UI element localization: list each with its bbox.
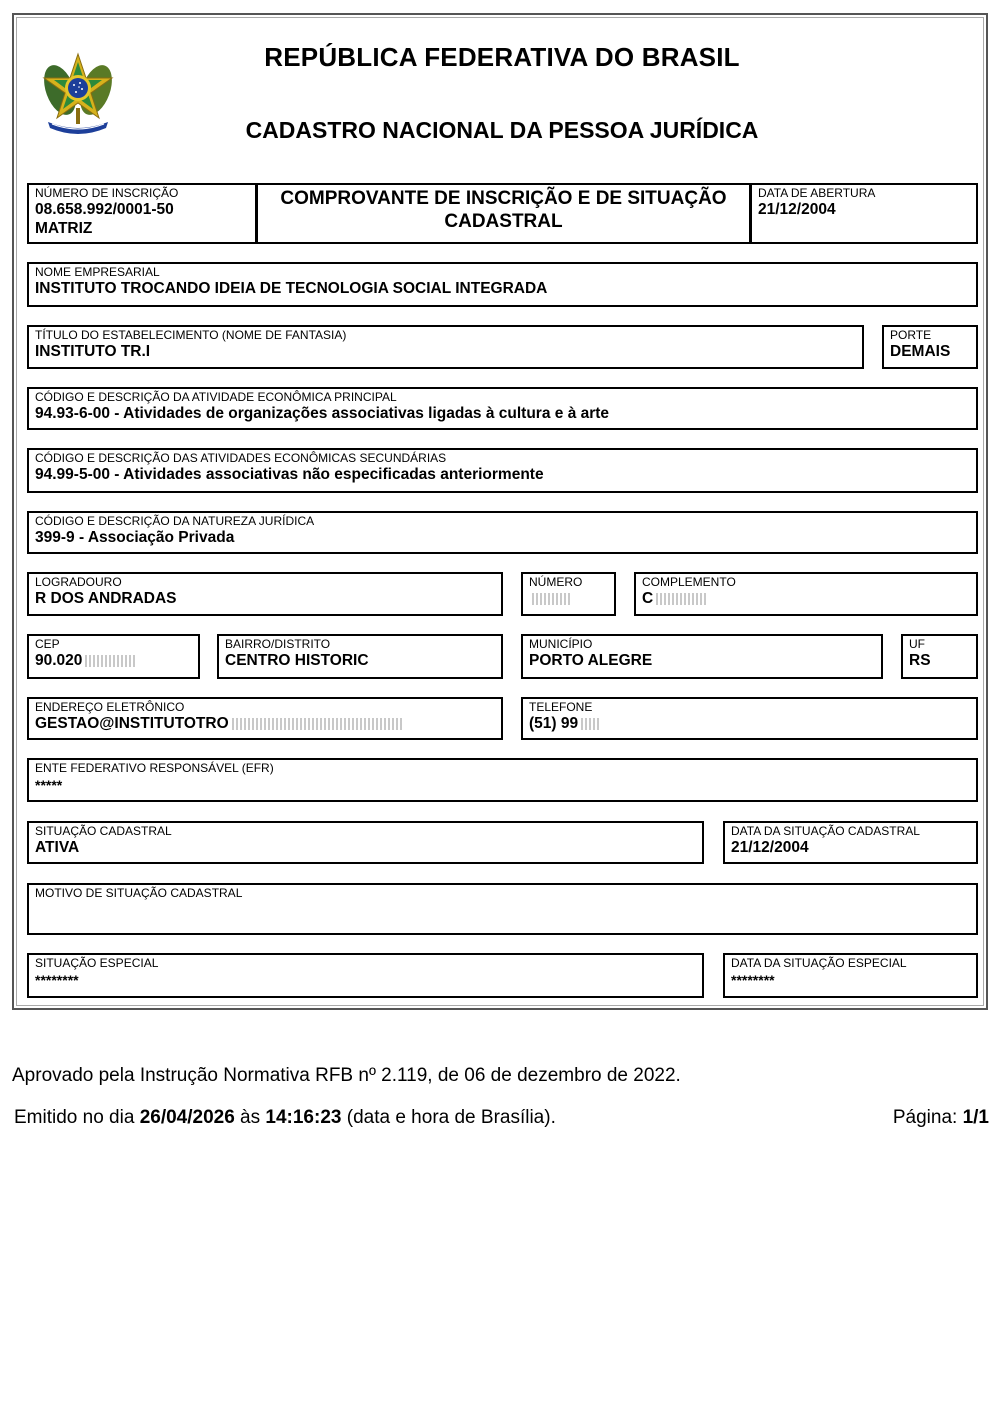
uf-field <box>901 634 978 679</box>
situacao-especial-field <box>27 953 704 998</box>
fantasia-value: INSTITUTO TR.I <box>35 343 151 360</box>
atividade-principal-label: CÓDIGO E DESCRIÇÃO DA ATIVIDADE ECONÔMICA PRINCIPAL <box>35 390 397 404</box>
inscricao-field <box>27 183 257 244</box>
numero-field <box>521 572 616 616</box>
email-field <box>27 697 503 740</box>
issued-note <box>14 1107 556 1129</box>
situacao-especial-label: SITUAÇÃO ESPECIAL <box>35 956 159 970</box>
issued-mid: às <box>234 1107 266 1128</box>
telefone-label: TELEFONE <box>529 700 593 714</box>
data-situacao-label: DATA DA SITUAÇÃO CADASTRAL <box>731 824 920 838</box>
uf-label: UF <box>909 637 925 651</box>
municipio-label: MUNICÍPIO <box>529 637 593 651</box>
atividades-secundarias-value: 94.99-5-00 - Atividades associativas não especificadas anteriormente <box>35 466 544 483</box>
efr-label: ENTE FEDERATIVO RESPONSÁVEL (EFR) <box>35 761 274 775</box>
inscricao-value: 08.658.992/0001-50 <box>35 201 174 218</box>
complemento-field <box>634 572 978 616</box>
natureza-label: CÓDIGO E DESCRIÇÃO DA NATUREZA JURÍDICA <box>35 514 315 528</box>
situacao-field <box>27 821 704 864</box>
comprovante-title-line1: COMPROVANTE DE INSCRIÇÃO E DE SITUAÇÃO <box>280 188 727 209</box>
redaction-mark <box>85 655 137 667</box>
nome-value: INSTITUTO TROCANDO IDEIA DE TECNOLOGIA SOCIAL INTEGRADA <box>35 280 548 297</box>
cep-label: CEP <box>35 637 60 651</box>
comprovante-title-box <box>256 183 751 244</box>
natureza-juridica-field <box>27 511 978 554</box>
redaction-mark <box>581 718 601 730</box>
porte-value: DEMAIS <box>890 343 951 360</box>
issued-date: 26/04/2026 <box>139 1107 235 1128</box>
natureza-value: 399-9 - Associação Privada <box>35 529 235 546</box>
porte-label: PORTE <box>890 328 932 342</box>
efr-field <box>27 758 978 802</box>
issued-prefix: Emitido no dia <box>14 1107 140 1128</box>
bairro-field <box>217 634 503 679</box>
page-value: 1/1 <box>962 1107 989 1128</box>
redaction-mark <box>532 593 572 605</box>
country-title: REPÚBLICA FEDERATIVA DO BRASIL <box>264 42 740 72</box>
email-value: GESTAO@INSTITUTOTRO <box>35 715 402 733</box>
abertura-field <box>750 183 978 244</box>
complemento-label: COMPLEMENTO <box>642 575 736 589</box>
data-situacao-especial-value: ******** <box>731 972 775 988</box>
logradouro-value: R DOS ANDRADAS <box>35 590 177 607</box>
page-label: Página: <box>892 1107 963 1128</box>
bairro-label: BAIRRO/DISTRITO <box>225 637 331 651</box>
atividades-secundarias-label: CÓDIGO E DESCRIÇÃO DAS ATIVIDADES ECONÔMICAS SECUNDÁRIAS <box>35 451 447 465</box>
redaction-mark <box>232 718 402 730</box>
motivo-field <box>27 883 978 935</box>
porte-field <box>882 325 978 369</box>
atividade-principal-field <box>27 387 978 430</box>
numero-label: NÚMERO <box>529 575 583 589</box>
motivo-label: MOTIVO DE SITUAÇÃO CADASTRAL <box>35 886 243 900</box>
bairro-value: CENTRO HISTORIC <box>225 652 369 669</box>
efr-value: ***** <box>35 777 63 793</box>
inscricao-type: MATRIZ <box>35 220 93 237</box>
uf-value: RS <box>909 652 931 669</box>
atividades-secundarias-field <box>27 448 978 493</box>
nome-label: NOME EMPRESARIAL <box>35 265 160 279</box>
fantasia-label: TÍTULO DO ESTABELECIMENTO (NOME DE FANTASIA) <box>35 328 347 342</box>
abertura-value: 21/12/2004 <box>758 201 836 218</box>
page-number <box>893 1107 989 1129</box>
fantasia-field <box>27 325 864 369</box>
data-situacao-field <box>723 821 978 864</box>
atividade-principal-value: 94.93-6-00 - Atividades de organizações associativas ligadas à cultura e à arte <box>35 405 610 422</box>
situacao-label: SITUAÇÃO CADASTRAL <box>35 824 172 838</box>
data-situacao-especial-label: DATA DA SITUAÇÃO ESPECIAL <box>731 956 907 970</box>
telefone-value: (51) 99 <box>529 715 601 733</box>
logradouro-field <box>27 572 503 616</box>
situacao-especial-value: ******** <box>35 972 79 988</box>
abertura-label: DATA DE ABERTURA <box>758 186 876 200</box>
logradouro-label: LOGRADOURO <box>35 575 122 589</box>
registry-title: CADASTRO NACIONAL DA PESSOA JURÍDICA <box>245 117 759 143</box>
cep-value: 90.020 <box>35 652 137 670</box>
issued-suffix: (data e hora de Brasília). <box>341 1107 556 1128</box>
numero-value <box>529 590 572 608</box>
municipio-field <box>521 634 883 679</box>
redaction-mark <box>656 593 706 605</box>
approval-note: Aprovado pela Instrução Normativa RFB nº 2.119, de 06 de dezembro de 2022. <box>12 1065 681 1086</box>
cep-field <box>27 634 200 679</box>
data-situacao-value: 21/12/2004 <box>731 839 809 856</box>
telefone-field <box>521 697 978 740</box>
inscricao-label: NÚMERO DE INSCRIÇÃO <box>35 186 179 200</box>
email-label: ENDEREÇO ELETRÔNICO <box>35 700 185 714</box>
nome-empresarial-field <box>27 262 978 307</box>
complemento-value: C <box>642 590 706 608</box>
situacao-value: ATIVA <box>35 839 80 856</box>
municipio-value: PORTO ALEGRE <box>529 652 653 669</box>
comprovante-title-line2: CADASTRAL <box>444 211 563 232</box>
data-situacao-especial-field <box>723 953 978 998</box>
issued-time: 14:16:23 <box>265 1107 342 1128</box>
